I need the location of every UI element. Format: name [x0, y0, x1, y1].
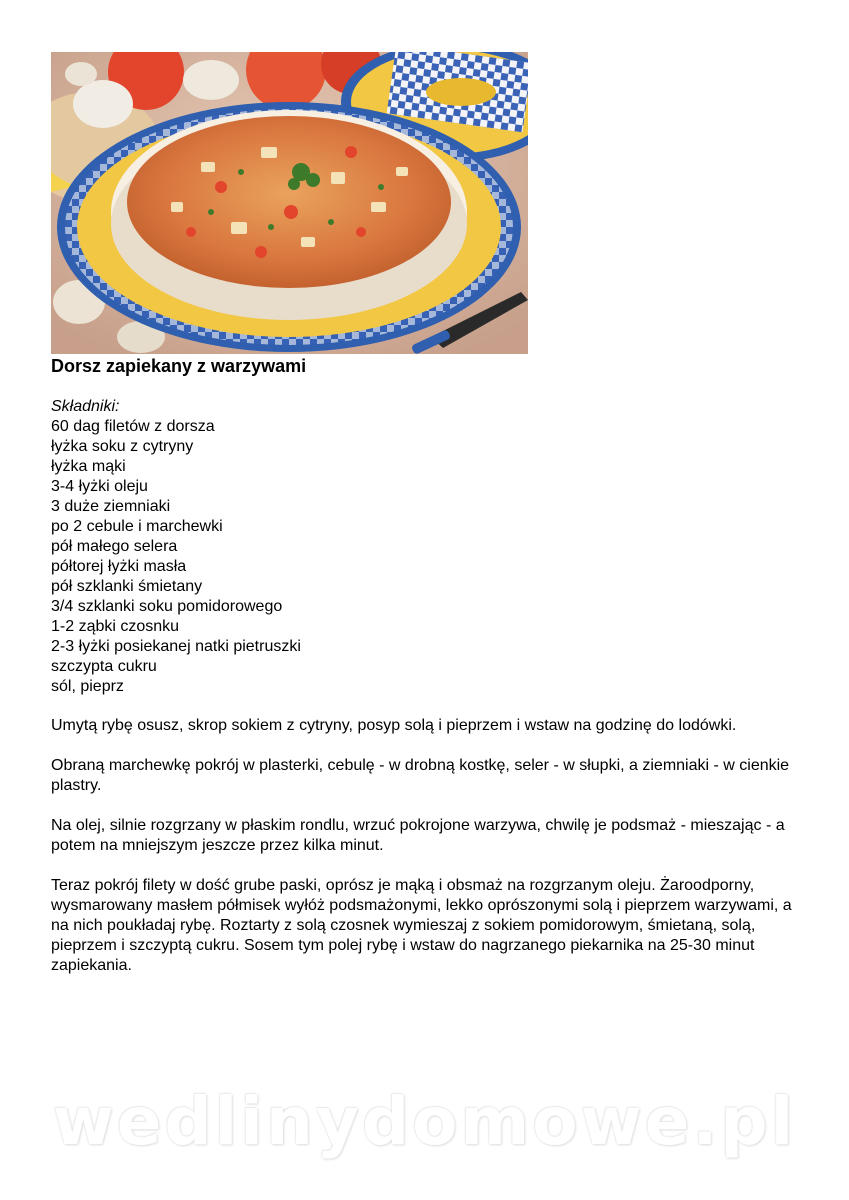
ingredients-list [51, 417, 791, 697]
step-paragraph: Na olej, silnie rozgrzany w płaskim rondlu, wrzuć pokrojone warzywa, chwilę je podsmaż - mieszając - a potem na mniejszym jeszcze przez kilka minut. [51, 817, 785, 854]
ingredients-label: Składniki: [51, 398, 120, 415]
ingredient-item: po 2 cebule i marchewki [51, 518, 223, 535]
ingredient-item: 3 duże ziemniaki [51, 498, 171, 515]
ingredient-item: 60 dag filetów z dorsza [51, 418, 215, 435]
ingredient-item: sól, pieprz [51, 678, 124, 695]
ingredient-item: pół szklanki śmietany [51, 578, 203, 595]
ingredients-section [51, 397, 791, 697]
recipe-title: Dorsz zapiekany z warzywami [51, 356, 307, 376]
ingredient-item: łyżka mąki [51, 458, 126, 475]
step-paragraph: Obraną marchewkę pokrój w plasterki, cebulę - w drobną kostkę, seler - w słupki, a ziemniaki - w cienkie plastry. [51, 757, 790, 794]
preparation-steps [51, 716, 796, 996]
watermark: wedlinydomowe.pl [52, 1083, 797, 1160]
ingredient-item: łyżka soku z cytryny [51, 438, 194, 455]
ingredient-item: 3/4 szklanki soku pomidorowego [51, 598, 283, 615]
ingredient-item: półtorej łyżki masła [51, 558, 187, 575]
ingredient-item: 3-4 łyżki oleju [51, 478, 148, 495]
ingredient-item: pół małego selera [51, 538, 178, 555]
ingredient-item: 1-2 ząbki czosnku [51, 618, 180, 635]
dish-photo [51, 52, 528, 354]
ingredient-item: 2-3 łyżki posiekanej natki pietruszki [51, 638, 301, 655]
step-paragraph: Umytą rybę osusz, skrop sokiem z cytryny, posyp solą i pieprzem i wstaw na godzinę do lodówki. [51, 717, 737, 734]
ingredient-item: szczypta cukru [51, 658, 157, 675]
step-paragraph: Teraz pokrój filety w dość grube paski, oprósz je mąką i obsmaż na rozgrzanym oleju. Żaroodporny, wysmarowany masłem półmisek wyłóż podsmażonymi, lekko oprószonymi solą i pieprzem warzywami, a na nich poukładaj rybę. Roztarty z solą czosnek wymieszaj z sokiem pomidorowym, śmietaną, solą, pieprzem i szczyptą cukru. Sosem tym polej rybę i wstaw do nagrzanego piekarnika na 25-30 minut zapiekania. [51, 877, 792, 974]
